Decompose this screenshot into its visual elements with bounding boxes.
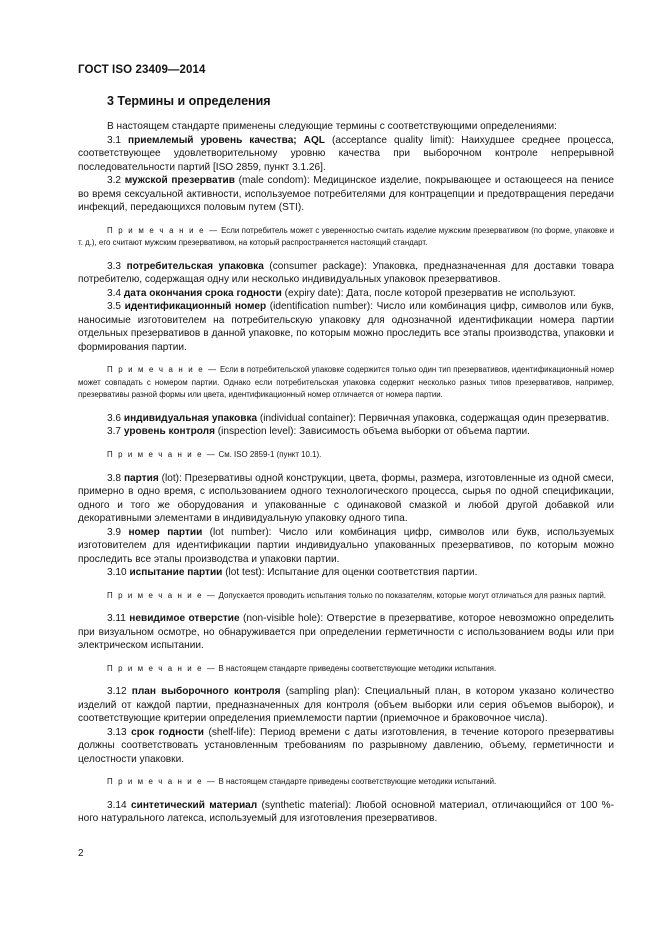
page-number: 2 (78, 848, 84, 859)
term-3-10: 3.10 испытание партии (lot test): Испытание для оценки соответствия партии. (107, 567, 478, 579)
terms-content (78, 120, 614, 826)
intro-paragraph: В настоящем стандарте применены следующие термины с соответствующими определениями: (107, 121, 557, 132)
term-3-3: 3.3 потребительская упаковка (consumer package): Упаковка, предназначенная для доставки товара потребителю, содержащая одну или несколько индивидуальных упаковок презервативов. (78, 260, 614, 286)
section-title: 3 Термины и определения (107, 94, 271, 108)
term-3-7: 3.7 уровень контроля (inspection level): Зависимость объема выборки от объема партии. (107, 426, 530, 438)
note-3-13: П р и м е ч а н и е — В настоящем стандарте приведены соответствующие методики испытаний. (107, 777, 497, 787)
note-3-5: П р и м е ч а н и е — Если в потребительской упаковке содержится только один тип презервативов, идентификационный номер может совпадать с номером партии. Однако если потребительская упаковка содержит несколько разных типов презервативов, например, презервативы разной формы или цвета, идентификационный номер отличается от номера партии. (78, 365, 614, 400)
note-3-7: П р и м е ч а н и е — См. ISO 2859-1 (пункт 10.1). (107, 449, 322, 459)
term-3-2: 3.2 мужской презерватив (male condom): Медицинское изделие, покрывающее и остающееся на пенисе во время сексуальной активности, используемое потребителями для контрацепции и предотвращения передачи инфекций, передающихся половым путем (STI). (78, 175, 614, 213)
note-3-2: П р и м е ч а н и е — Если потребитель может с уверенностью считать изделие мужским презервативом (по форме, упаковке и т. д.), его считают мужским презервативом, на который распространяется настоящий стандарт. (78, 225, 614, 248)
term-3-14: 3.14 синтетический материал (synthetic material): Любой основной материал, отличающийся от 100 %-ного натурального латекса, используемый для изготовления презервативов. (78, 799, 614, 825)
note-3-10: П р и м е ч а н и е — Допускается проводить испытания только по показателям, которые могут отличаться для разных партий. (107, 590, 606, 600)
term-3-11: 3.11 невидимое отверстие (non-visible hole): Отверстие в презервативе, которое невозможно определить при визуальном осмотре, но обнаруживается при определении герметичности с использованием воды или при электрическом испытании. (78, 613, 614, 652)
standard-code-header: ГОСТ ISO 23409—2014 (78, 64, 206, 76)
note-3-11: П р и м е ч а н и е — В настоящем стандарте приведены соответствующие методики испытания. (107, 663, 497, 673)
term-3-12: 3.12 план выборочного контроля (sampling plan): Специальный план, в котором указано количество изделий от каждой партии, предназначенных для контроля (объем выборки или серия объемов выборок), и соответствующие критерии определения приемлемости партии (приемочное и браковочное числа). (78, 686, 615, 725)
term-3-13: 3.13 срок годности (shelf-life): Период времени с даты изготовления, в течение которого презервативы должны соответствовать установленным требованиям по разрывному давлению, объему, герметичности и целостности упаковки. (78, 726, 614, 765)
term-3-4: 3.4 дата окончания срока годности (expiry date): Дата, после которой презерватив не используют. (107, 287, 576, 299)
term-3-6: 3.6 индивидуальная упаковка (individual container): Первичная упаковка, содержащая один презерватив. (107, 412, 610, 424)
term-3-1: 3.1 приемлемый уровень качества; AQL (acceptance quality limit): Наихудшее среднее процесса, соответствующее удовлетворительному уровню качества при выборочном контроле непрерывной последовательности партий [ISO 2859, пункт 3.1.26]. (78, 134, 614, 173)
term-3-9: 3.9 номер партии (lot number): Число или комбинация цифр, символов или букв, используемых изготовителем для идентификации партии индивидуально упакованных презервативов, по которым можно проследить все этапы производства и упаковки партии. (78, 526, 614, 565)
term-3-5: 3.5 идентификационный номер (identification number): Число или комбинация цифр, символов или букв, наносимые изготовителем на потребительскую упаковку для однозначной идентификации номера партии отдельных презервативов в данной упаковке, по которым можно проследить все этапы производства, упаковки и формирования партии. (78, 301, 615, 353)
term-3-8: 3.8 партия (lot): Презервативы одной конструкции, цвета, формы, размера, изготовленные из одной смеси, примерно в одно время, с использованием одного технологического процесса, сырья по одной спецификации, одного и того же оборудования и упакованные с одинаковой смазкой и любой другой добавкой или декоративными элементами в индивидуальную упаковку одного типа. (78, 472, 614, 525)
